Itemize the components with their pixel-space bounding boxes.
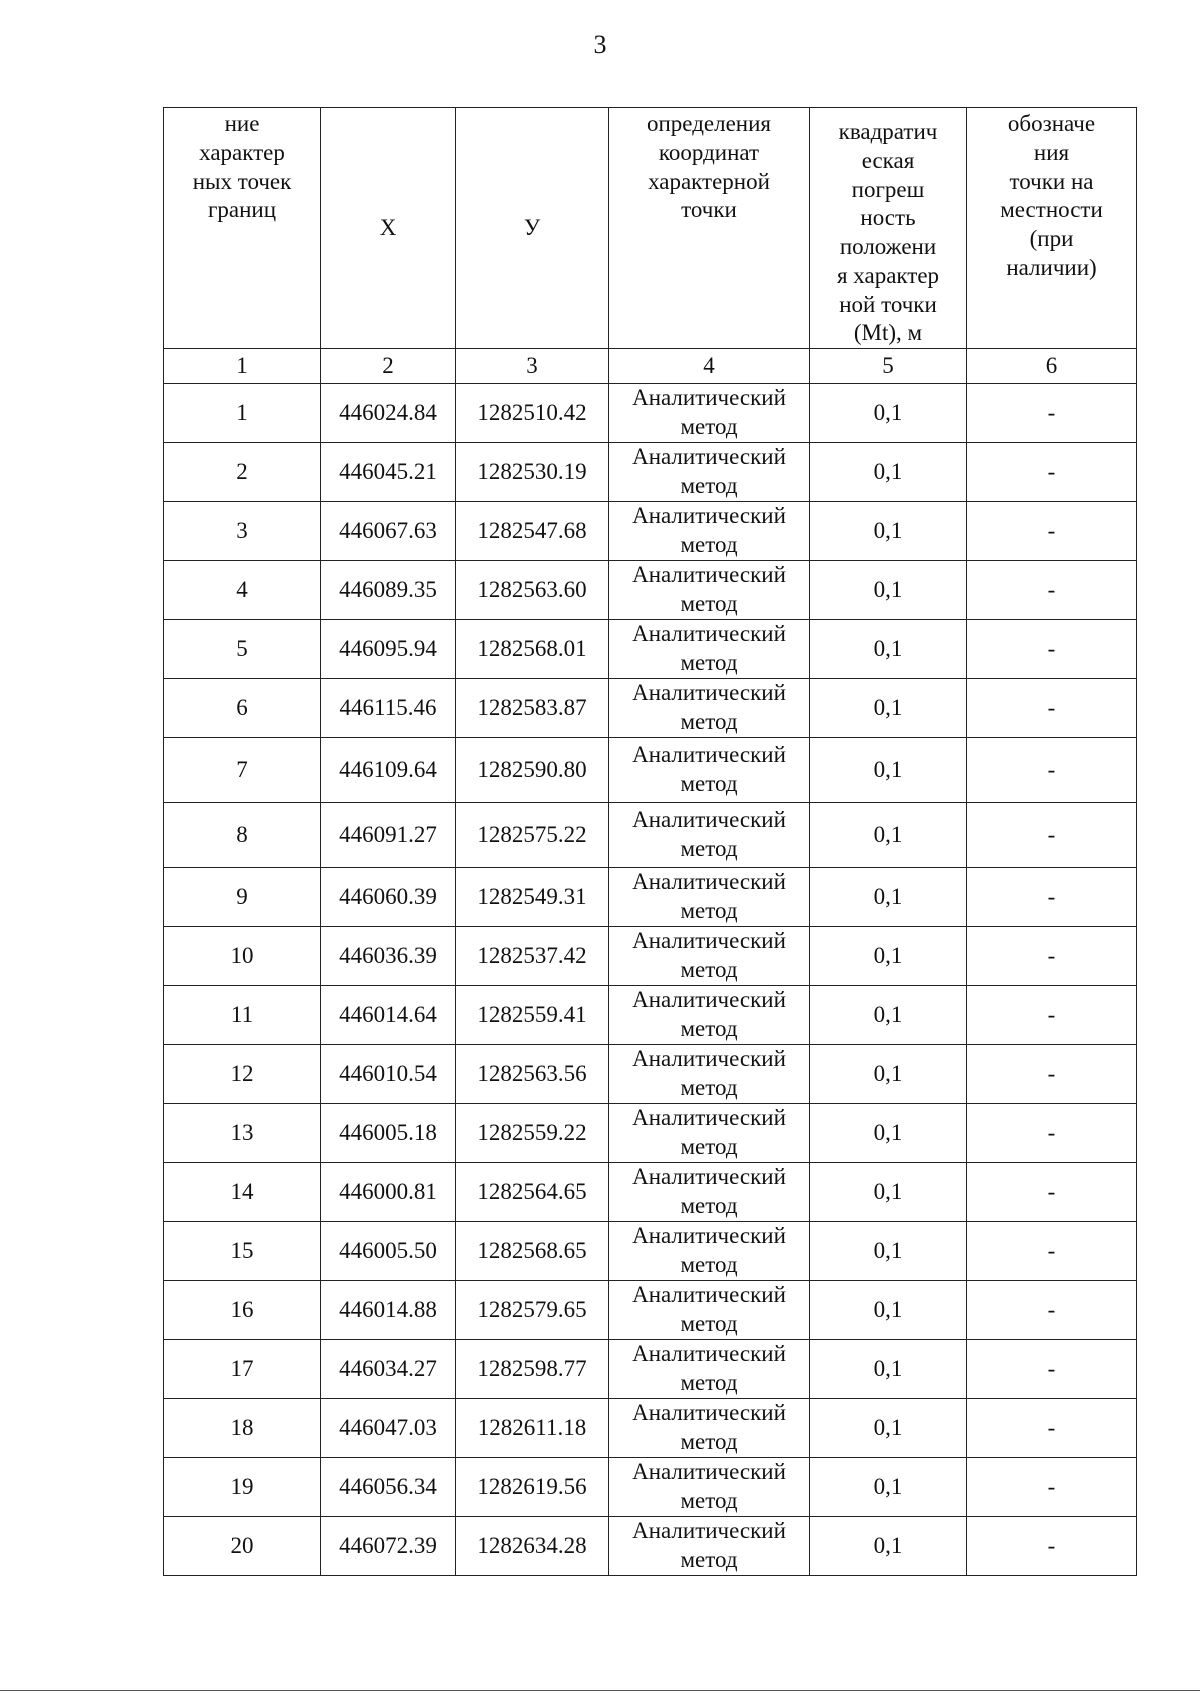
method-cell [609, 620, 810, 679]
table-row [164, 1399, 1137, 1458]
point-number: 11 [164, 986, 321, 1045]
method-cell [609, 561, 810, 620]
header-row [164, 108, 1137, 349]
header-line: точки [681, 197, 737, 223]
column-number: 5 [810, 349, 967, 384]
page-number: 3 [593, 30, 607, 59]
error-value: 0,1 [810, 738, 967, 803]
method-line: метод [680, 473, 738, 498]
point-mark: - [967, 738, 1137, 803]
point-mark: - [967, 1281, 1137, 1340]
point-number: 5 [164, 620, 321, 679]
method-line: Аналитический [632, 807, 786, 833]
method-line: Аналитический [632, 742, 786, 768]
table-body [164, 108, 1137, 1576]
method-line: Аналитический [632, 621, 786, 647]
point-mark: - [967, 1222, 1137, 1281]
method-line: Аналитический [632, 1341, 786, 1367]
error-value: 0,1 [810, 561, 967, 620]
point-mark: - [967, 502, 1137, 561]
point-number: 7 [164, 738, 321, 803]
table-row [164, 1458, 1137, 1517]
header-line: ние [224, 111, 260, 136]
coordinate-y: 1282563.60 [456, 561, 609, 620]
method-line: Аналитический [632, 1046, 786, 1072]
error-value: 0,1 [810, 986, 967, 1045]
table-row [164, 803, 1137, 868]
header-line: ных точек [192, 168, 292, 194]
method-line: метод [680, 414, 738, 439]
header-line: характерной [648, 168, 770, 194]
point-number: 20 [164, 1517, 321, 1576]
method-line: метод [680, 1075, 738, 1100]
coordinate-y: 1282568.01 [456, 620, 609, 679]
method-line: Аналитический [632, 385, 786, 411]
table-row [164, 986, 1137, 1045]
header-line: координат [658, 139, 760, 165]
table-row [164, 1517, 1137, 1576]
method-line: Аналитический [632, 1105, 786, 1131]
coordinate-x: 446056.34 [321, 1458, 456, 1517]
header-line: Х [379, 214, 397, 240]
coordinate-x: 446115.46 [321, 679, 456, 738]
header-line: характер [199, 139, 285, 165]
coordinate-x: 446047.03 [321, 1399, 456, 1458]
coordinate-y: 1282559.41 [456, 986, 609, 1045]
point-mark: - [967, 679, 1137, 738]
point-number: 3 [164, 502, 321, 561]
point-mark: - [967, 1458, 1137, 1517]
method-line: Аналитический [632, 562, 786, 588]
column-number-row [164, 349, 1137, 384]
method-line: Аналитический [632, 987, 786, 1013]
method-line: метод [680, 1193, 738, 1218]
method-cell [609, 1517, 810, 1576]
coordinate-y: 1282559.22 [456, 1104, 609, 1163]
coordinate-x: 446014.64 [321, 986, 456, 1045]
header-line: границ [207, 197, 277, 223]
coordinate-x: 446005.50 [321, 1222, 456, 1281]
method-line: метод [680, 1311, 738, 1336]
coordinate-y: 1282611.18 [456, 1399, 609, 1458]
coordinate-y: 1282583.87 [456, 679, 609, 738]
header-line: местности [1000, 197, 1103, 223]
point-number: 19 [164, 1458, 321, 1517]
method-line: метод [680, 1488, 738, 1513]
column-number: 6 [967, 349, 1137, 384]
method-cell [609, 384, 810, 443]
point-mark: - [967, 1104, 1137, 1163]
header-line: квадратич [838, 119, 938, 144]
coordinate-x: 446010.54 [321, 1045, 456, 1104]
error-value: 0,1 [810, 384, 967, 443]
method-line: Аналитический [632, 1459, 786, 1485]
method-line: Аналитический [632, 1400, 786, 1426]
error-value: 0,1 [810, 803, 967, 868]
header-y [456, 108, 609, 349]
coordinate-x: 446024.84 [321, 384, 456, 443]
coordinate-y: 1282564.65 [456, 1163, 609, 1222]
point-mark: - [967, 561, 1137, 620]
header-line: определения [646, 111, 771, 136]
error-value: 0,1 [810, 1399, 967, 1458]
header-line: я характер [836, 262, 940, 288]
coordinate-x: 446091.27 [321, 803, 456, 868]
error-value: 0,1 [810, 1222, 967, 1281]
header-point-name [164, 108, 321, 349]
table-row [164, 1222, 1137, 1281]
error-value: 0,1 [810, 1281, 967, 1340]
method-line: метод [680, 650, 738, 675]
method-cell [609, 1045, 810, 1104]
point-mark: - [967, 1399, 1137, 1458]
coordinate-y: 1282579.65 [456, 1281, 609, 1340]
column-number: 3 [456, 349, 609, 384]
coordinate-y: 1282510.42 [456, 384, 609, 443]
method-line: Аналитический [632, 869, 786, 895]
table-row [164, 1045, 1137, 1104]
method-line: Аналитический [632, 444, 786, 470]
method-cell [609, 679, 810, 738]
point-mark: - [967, 927, 1137, 986]
header-line: ность [860, 205, 916, 231]
coordinate-x: 446000.81 [321, 1163, 456, 1222]
method-cell [609, 1340, 810, 1399]
method-line: Аналитический [632, 1223, 786, 1249]
method-line: метод [680, 709, 738, 734]
point-number: 12 [164, 1045, 321, 1104]
method-line: Аналитический [632, 503, 786, 529]
method-line: метод [680, 957, 738, 982]
point-mark: - [967, 1163, 1137, 1222]
coordinate-y: 1282537.42 [456, 927, 609, 986]
coordinate-x: 446060.39 [321, 868, 456, 927]
coordinate-y: 1282547.68 [456, 502, 609, 561]
table-row [164, 679, 1137, 738]
point-mark: - [967, 986, 1137, 1045]
table-row [164, 443, 1137, 502]
error-value: 0,1 [810, 1045, 967, 1104]
coordinate-x: 446045.21 [321, 443, 456, 502]
table-row [164, 868, 1137, 927]
method-cell [609, 1104, 810, 1163]
error-value: 0,1 [810, 1104, 967, 1163]
point-mark: - [967, 1517, 1137, 1576]
coordinate-x: 446072.39 [321, 1517, 456, 1576]
point-number: 4 [164, 561, 321, 620]
point-number: 10 [164, 927, 321, 986]
error-value: 0,1 [810, 679, 967, 738]
coordinate-y: 1282590.80 [456, 738, 609, 803]
method-cell [609, 1222, 810, 1281]
header-mark [967, 108, 1137, 349]
header-line: ния [1033, 139, 1070, 165]
header-x [321, 108, 456, 349]
point-mark: - [967, 384, 1137, 443]
table-row [164, 384, 1137, 443]
table-row [164, 1281, 1137, 1340]
method-line: метод [680, 591, 738, 616]
method-line: Аналитический [632, 1282, 786, 1308]
point-mark: - [967, 803, 1137, 868]
error-value: 0,1 [810, 1163, 967, 1222]
column-number: 4 [609, 349, 810, 384]
point-mark: - [967, 1045, 1137, 1104]
method-cell [609, 443, 810, 502]
header-line: еская [861, 147, 915, 173]
table-row [164, 1104, 1137, 1163]
method-line: метод [680, 1429, 738, 1454]
error-value: 0,1 [810, 620, 967, 679]
header-method [609, 108, 810, 349]
method-line: метод [680, 532, 738, 557]
method-cell [609, 986, 810, 1045]
method-cell [609, 738, 810, 803]
error-value: 0,1 [810, 868, 967, 927]
error-value: 0,1 [810, 443, 967, 502]
error-value: 0,1 [810, 502, 967, 561]
coordinate-x: 446067.63 [321, 502, 456, 561]
coordinate-y: 1282568.65 [456, 1222, 609, 1281]
table-row [164, 1163, 1137, 1222]
method-line: Аналитический [632, 680, 786, 706]
coordinate-x: 446036.39 [321, 927, 456, 986]
coordinate-x: 446109.64 [321, 738, 456, 803]
method-cell [609, 1399, 810, 1458]
error-value: 0,1 [810, 1458, 967, 1517]
point-number: 1 [164, 384, 321, 443]
header-line: положени [839, 234, 937, 259]
point-mark: - [967, 443, 1137, 502]
method-line: Аналитический [632, 928, 786, 954]
header-error [810, 108, 967, 349]
method-line: метод [680, 1547, 738, 1572]
table-row [164, 502, 1137, 561]
coordinate-y: 1282634.28 [456, 1517, 609, 1576]
point-number: 13 [164, 1104, 321, 1163]
table-row [164, 620, 1137, 679]
table-row [164, 927, 1137, 986]
point-number: 2 [164, 443, 321, 502]
error-value: 0,1 [810, 1340, 967, 1399]
error-value: 0,1 [810, 1517, 967, 1576]
coordinate-x: 446014.88 [321, 1281, 456, 1340]
table-row [164, 1340, 1137, 1399]
point-number: 9 [164, 868, 321, 927]
coordinate-y: 1282530.19 [456, 443, 609, 502]
coordinate-y: 1282619.56 [456, 1458, 609, 1517]
coordinate-x: 446089.35 [321, 561, 456, 620]
method-line: метод [680, 771, 738, 796]
error-value: 0,1 [810, 927, 967, 986]
header-line: погреш [851, 176, 925, 202]
coordinate-x: 446005.18 [321, 1104, 456, 1163]
point-number: 17 [164, 1340, 321, 1399]
method-line: Аналитический [632, 1164, 786, 1190]
header-line: (при [1029, 226, 1074, 251]
method-cell [609, 1458, 810, 1517]
point-number: 16 [164, 1281, 321, 1340]
header-line: наличии) [1006, 254, 1097, 280]
method-line: Аналитический [632, 1518, 786, 1544]
point-number: 18 [164, 1399, 321, 1458]
method-cell [609, 868, 810, 927]
header-line: точки на [1009, 168, 1094, 194]
scan-edge-line [0, 1690, 1200, 1691]
coordinate-x: 446034.27 [321, 1340, 456, 1399]
coordinate-x: 446095.94 [321, 620, 456, 679]
table-row [164, 738, 1137, 803]
coordinate-y: 1282575.22 [456, 803, 609, 868]
table-row [164, 561, 1137, 620]
header-line: ной точки [839, 291, 937, 317]
method-line: метод [680, 1252, 738, 1277]
method-cell [609, 927, 810, 986]
header-line: обозначе [1007, 111, 1096, 136]
point-number: 14 [164, 1163, 321, 1222]
method-line: метод [680, 1370, 738, 1395]
method-cell [609, 1163, 810, 1222]
point-number: 15 [164, 1222, 321, 1281]
coordinate-y: 1282549.31 [456, 868, 609, 927]
method-line: метод [680, 1016, 738, 1041]
point-mark: - [967, 1340, 1137, 1399]
column-number: 2 [321, 349, 456, 384]
method-cell [609, 1281, 810, 1340]
point-mark: - [967, 868, 1137, 927]
method-cell [609, 803, 810, 868]
method-line: метод [680, 898, 738, 923]
method-line: метод [680, 1134, 738, 1159]
point-mark: - [967, 620, 1137, 679]
header-line: (Mt), м [853, 320, 923, 346]
point-number: 6 [164, 679, 321, 738]
coordinate-y: 1282598.77 [456, 1340, 609, 1399]
coordinates-table [163, 107, 1137, 1576]
point-number: 8 [164, 803, 321, 868]
column-number: 1 [164, 349, 321, 384]
coordinate-y: 1282563.56 [456, 1045, 609, 1104]
header-line: У [523, 214, 541, 240]
method-line: метод [680, 836, 738, 861]
method-cell [609, 502, 810, 561]
